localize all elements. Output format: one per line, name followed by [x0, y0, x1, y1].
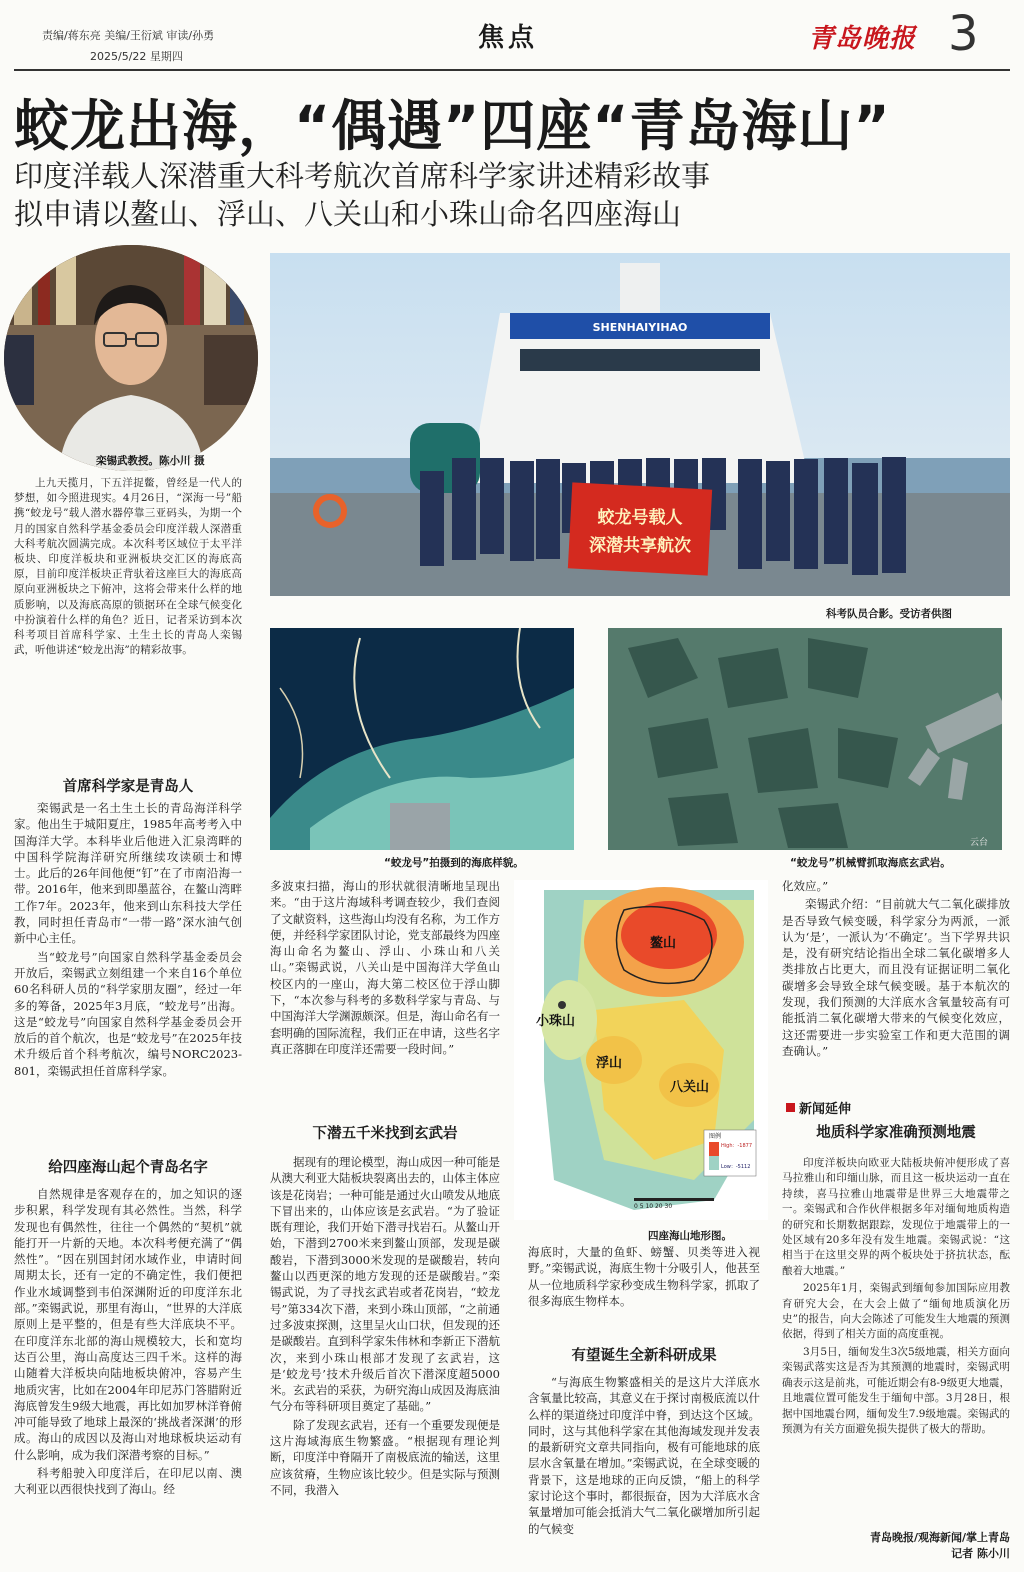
column-1-body-a: 栾锡武是一名土生土长的青岛海洋科学家。他出生于城阳夏庄，1985年高考考入中国海洋大学。本科毕业后他进入汇泉湾畔的中国科学院海洋研究所继续攻读硕士和博士。此后的26年间他便“钉”在了市南沿海一带。2016年，他来到即墨蓝谷，在鳌山湾畔工作7年。2023年，他来到山东科技大学任教，同时担任青岛市“一带一路”深水油气创新中心主任。 当“蛟龙号”向国家自然科学基金委员会开放后，栾锡武立刻组建一个来自16个单位60名科研人员的“科学家朋友圈”，经过一年多的筹备，2025年3月底，“蛟龙号”出海。这是“蛟龙号”向国家自然科学基金委员会开放后的首个航次，也是“蛟龙号”在2025年技术升级后首个科考航次，编号NORC2023-801，栾锡武担任首席科学家。 — [14, 801, 242, 1078]
map-caption: 四座海山地形图。 — [648, 1230, 732, 1242]
map-legend-high: High：-1877 — [721, 1143, 753, 1149]
map-label-aoshan: 鳌山 — [650, 936, 677, 951]
header-date: 2025/5/22 星期四 — [90, 50, 183, 63]
column-3-body-a: 海底时，大量的鱼虾、螃蟹、贝类等进入视野。”栾锡武说，海底生物十分吸引人，他甚至从一位地质科学家秒变成生物科学家，抓取了很多海底生物样本。 — [528, 1245, 760, 1308]
map-label-xiaozhushan: 小珠山 — [536, 1014, 576, 1029]
header-credits: 责编/蒋东亮 美编/王衍斌 审读/孙勇 — [42, 29, 215, 42]
main-headline: 蛟龙出海，“偶遇”四座“青岛海山” — [14, 94, 891, 158]
column-2-body-b: 据现有的理论模型，海山成因一种可能是从澳大利亚大陆板块裂离出去的，山体主体应该是花岗岩；一种可能是通过火山喷发从地底下冒出来的，山体应该是玄武岩。“为了验证既有理论，我们开始下潜寻找岩石。从鳌山开始，下潜到2700米来到鳌山顶部，发现是碳酸岩，下潜到3000米发现的是碳酸岩，转向鳌山以西更深的地方发现的还是碳酸岩。”栾锡武说，为了寻找玄武岩或者花岗岩，“蛟龙号”第334次下潜，来到小珠山顶部，“之前通过多波束探测，这里呈火山口状，但发现的还是碳酸岩。直到科学家朱伟林和李新正下潜航次，来到小珠山根部才发现了玄武岩，这是‘蛟龙号’技术升级后首次下潜深度超5000米。玄武岩的采获，为研究海山成因及海底油气分布等科研项目奠定了基础。” 除了发现玄武岩，还有一个重要发现便是这片海域海底生物繁盛。“根据现有理论判断，印度洋中脊隔开了南极底流的输送，这里应该贫瘠，生物应该比较少。但是实际与预测不同，我潜入 — [270, 1155, 500, 1497]
portrait-caption: 栾锡武教授。陈小川 摄 — [96, 455, 205, 467]
banner-line-2: 深潜共享航次 — [589, 536, 691, 556]
news-extension-label: 新闻延伸 — [786, 1098, 851, 1117]
arm-watermark: 云台 — [970, 838, 989, 848]
map-label-fushan: 浮山 — [596, 1056, 623, 1071]
column-1-intro: 上九天揽月，下五洋捉鳖，曾经是一代人的梦想，如今照进现实。4月26日，“深海一号”船携“蛟龙号”载人潜水器停靠三亚码头，为期一个月的国家自然科学基金委员会印度洋载人深潜重大科考航次圆满完成。本次科考区域位于太平洋板块、印度洋板块和亚洲板块交汇区的海底高原，目前印度洋板块正背驮着这座巨大的海底高原向亚洲板块之下俯冲，这将会带来什么样的地质影响，以及海底高原的锁据环在全球气候变化中扮演着什么样的角色？近日，记者采访到本次科考项目首席科学家、土生土长的青岛人栾锡武，听他讲述“蛟龙出海”的精彩故事。 — [14, 477, 242, 657]
map-legend-low: Low：-5112 — [721, 1164, 751, 1170]
subheadline-1: 印度洋载人深潜重大科考航次首席科学家讲述精彩故事 — [14, 159, 711, 193]
header-rule — [14, 69, 1010, 71]
page-number: 3 — [948, 6, 979, 62]
map-label-baguanshan: 八关山 — [670, 1080, 710, 1095]
paper-name: 青岛晚报 — [808, 24, 917, 54]
seafloor-caption: “蛟龙号”拍摄到的海底样貌。 — [384, 857, 524, 869]
section-name: 焦点 — [478, 23, 539, 53]
map-scale: 0 5 10 20 30 — [634, 1203, 673, 1210]
arm-caption: “蛟龙号”机械臂抓取海底玄武岩。 — [790, 857, 951, 869]
heading-chief-scientist: 首席科学家是青岛人 — [62, 779, 194, 795]
byline: 青岛晚报/观海新闻/掌上青岛 记者 陈小川 — [869, 1531, 1010, 1560]
portrait-photo — [4, 245, 258, 471]
column-4-body-b: 印度洋板块向欧亚大陆板块俯冲便形成了喜马拉雅山和印缅山脉，而且这一板块运动一直在持续，喜马拉雅山地震带是世界三大地震带之一。栾锡武和合作伙伴根据多年对缅甸地质构造的研究和长期数据跟踪，发现位于地震带上的一处区域有20多年没有发生地震。栾锡武说：“这相当于在这里交界的两个板块处于挤抗状态，酝酿着大地震。” 2025年1月，栾锡武到缅甸参加国际应用教育研究大会，在大会上做了“缅甸地质演化历史”的报告，向大会陈述了可能发生大地震的预测依据，得到了相关方面的高度重视。 3月5日，缅甸发生3次5级地震，相关方面向栾锡武落实这是否为其预测的地震时，栾锡武明确表示这是前兆，可能近期会有8-9级更大地震，且地震位置可能发生于缅甸中部。3月28日，根据中国地震台网，缅甸发生7.9级地震。栾锡武的预测为有关方面避免损失提供了极大的帮助。 — [782, 1157, 1010, 1435]
map-legend-title: 图例 — [709, 1133, 722, 1140]
column-3-body-b: “与海底生物繁盛相关的是这片大洋底水含氧量比较高，其意义在于探讨南极底流以什么样的渠道绕过印度洋中脊，到达这个区域。同时，这与其他科学家在其他海域发现并发表的最新研究文章共同指向，极有可能地球的底层水含氧量在增加。”栾锡武说，在全球变暖的背景下，这是地球的正向反馈，“船上的科学家讨论这个事时，都很振奋，因为大洋底水含氧量增加可能会抵消大气二氧化碳增加所引起的气候变 — [528, 1375, 760, 1536]
ship-name: SHENHAIYIHAO — [592, 321, 688, 334]
heading-research-results: 有望诞生全新科研成果 — [571, 1348, 717, 1364]
red-square-icon — [786, 1103, 795, 1112]
arm-photo — [608, 628, 1002, 850]
heading-basalt: 下潜五千米找到玄武岩 — [312, 1126, 458, 1142]
banner-line-1: 蛟龙号载人 — [597, 508, 683, 528]
team-photo-caption: 科考队员合影。受访者供图 — [826, 608, 952, 620]
heading-earthquake: 地质科学家准确预测地震 — [816, 1125, 976, 1141]
seamount-map — [514, 880, 768, 1220]
heading-naming: 给四座海山起个青岛名字 — [48, 1160, 208, 1176]
seafloor-photo — [270, 628, 574, 850]
column-4-body-a: 化效应。” 栾锡武介绍：“目前就大气二氧化碳排放是否导致气候变暖，科学家分为两派，一派认为‘是’，一派认为‘不确定’。当下学界共识是，没有研究结论指出全球二氧化碳增多人类排放占比更大，而且没有证据证明二氧化碳增多会导致全球气候变暖。基于本航次的发现，我们预测的大洋底水含氧量较高有可能抵消二氧化碳增大带来的气候变化效应，这还需要进一步实验室工作和更大范围的调查确认。” — [782, 879, 1010, 1058]
team-photo — [270, 253, 1010, 596]
column-2-body-a: 多波束扫描，海山的形状就很清晰地呈现出来。“由于这片海域科考调查较少，我们查阅了文献资料，这些海山均没有名称，为工作方便，并经科学家团队讨论，党支部最终为四座海山命名为鳌山、浮山、小珠山和八关山。”栾锡武说，八关山是中国海洋大学鱼山校区内的一座山，海大第二校区位于浮山脚下，“本次参与科考的多数科学家与青岛、与中国海洋大学渊源颇深。但是，海山命名有一套明确的国际流程，我们正在申请，这些名字真正落脚在印度洋还需要一段时间。” — [270, 879, 500, 1056]
column-1-body-b: 自然规律是客观存在的，加之知识的逐步积累，科学发现有其必然性。当然，科学发现也有偶然性，往往一个偶然的“契机”就能打开一片新的天地。本次科考便充满了“偶然性”。“因在别国封闭水域作业，申请时间周期太长，还有一定的不确定性，我们便把作业水域调整到韦伯深渊附近的印度洋东北部。”栾锡武说，那里有海山，“世界的大洋底原则上是平整的，但是有些大洋底块不平。在印度洋东北部的海山规模较大，长和宽均达百公里，海山高度达三四千米。这样的海山随着大洋板块向陆地板块俯冲，容易产生地质灾害，比如在2004年印尼苏门答腊附近海底曾发生9级大地震，再比如加罗林洋脊俯冲可能导致了地球上最深的‘挑战者深渊’的形成。海山的成因以及海山对地球板块运动有什么影响，成为我们深潜考察的目标。” 科考船驶入印度洋后，在印尼以南、澳大利亚以西很快找到了海山。经 — [14, 1187, 242, 1497]
subheadline-2: 拟申请以鳌山、浮山、八关山和小珠山命名四座海山 — [14, 197, 682, 231]
